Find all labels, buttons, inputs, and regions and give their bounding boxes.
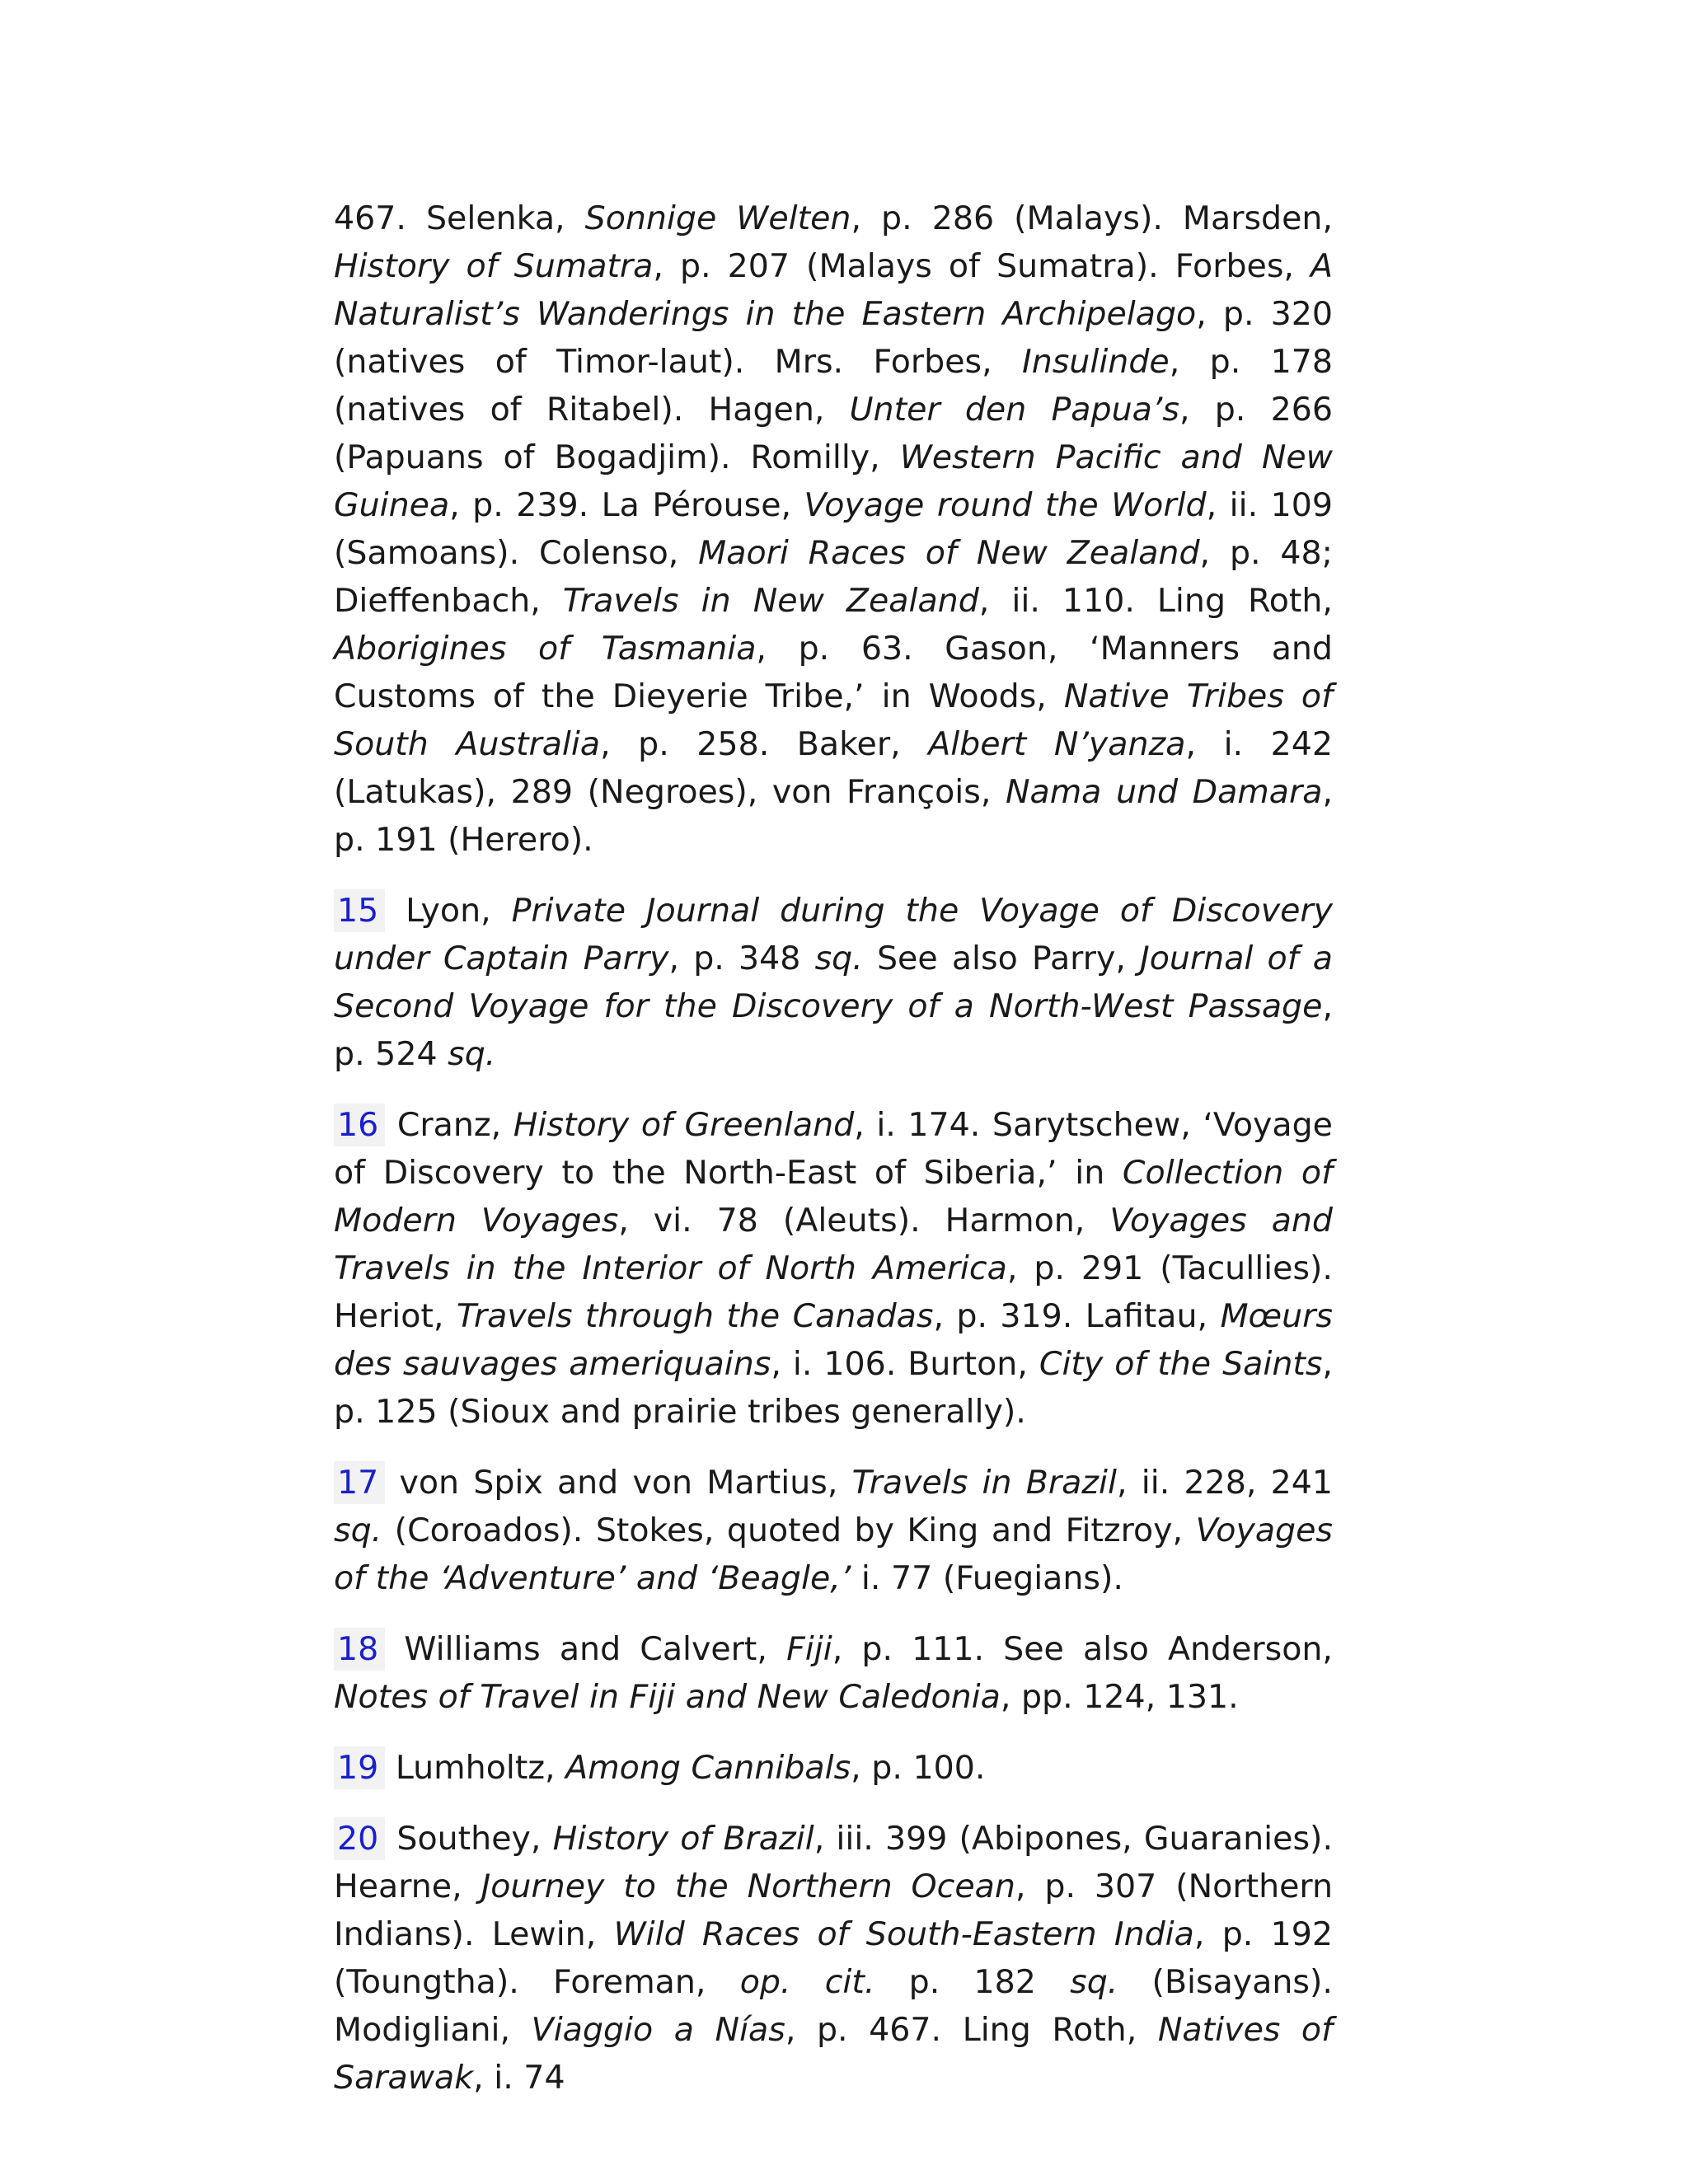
citation-text: , p. 111. See also Anderson, bbox=[832, 1630, 1333, 1668]
citation-text: , iii. 399 (Abipones, Guaranies). Hearne, bbox=[334, 1820, 1334, 1905]
citation-title: Journal of a Second Voyage for the Discovery of a North-West Passage bbox=[334, 940, 1334, 1025]
citation-title: Voyage round the World bbox=[804, 486, 1207, 524]
citation-title: Voyages and Travels in the Interior of North America bbox=[334, 1202, 1334, 1287]
citation-title: sq. bbox=[448, 1035, 496, 1073]
citation-text: , ii. 110. Ling Roth, bbox=[978, 582, 1333, 620]
citation-title: Natives of Sarawak bbox=[334, 2011, 1333, 2097]
citation-title: Travels in Brazil bbox=[851, 1464, 1117, 1502]
footnote-ref-link[interactable]: 17 bbox=[334, 1461, 385, 1504]
citation-text: , p. 524 bbox=[334, 987, 1333, 1073]
citation-title: Wild Races of South-Eastern India bbox=[613, 1915, 1194, 1953]
citation-title: Nama und Damara bbox=[1005, 773, 1323, 811]
citation-text: 467. Selenka, bbox=[334, 199, 585, 237]
footnote-ref-link[interactable]: 20 bbox=[334, 1817, 385, 1860]
citation-title: City of the Saints bbox=[1039, 1345, 1323, 1383]
citation-text: , i. 74 bbox=[473, 2059, 565, 2097]
citation-title: Notes of Travel in Fiji and New Caledonia bbox=[334, 1678, 1001, 1716]
citation-title: Maori Races of New Zealand bbox=[698, 534, 1200, 572]
footnote-ref-link[interactable]: 18 bbox=[334, 1628, 385, 1671]
citation-title: Private Journal during the Voyage of Discovery under Captain Parry bbox=[334, 892, 1333, 977]
citation-title: Collection of Modern Voyages bbox=[334, 1154, 1333, 1240]
citation-title: Sonnige Welten bbox=[584, 199, 851, 237]
citation-text: Lyon, bbox=[406, 892, 512, 930]
citation-title: Albert N’yanza bbox=[928, 725, 1186, 763]
citation-title: History of Sumatra bbox=[334, 247, 654, 285]
footnotes-page bbox=[334, 194, 1333, 2125]
citation-title: Travels in New Zealand bbox=[562, 582, 979, 620]
footnote-15 bbox=[334, 887, 1333, 1078]
citation-title: Insulinde bbox=[1022, 343, 1170, 381]
citation-title: Journey to the Northern Ocean bbox=[481, 1868, 1015, 1905]
footnote-continued bbox=[334, 194, 1333, 864]
footnote-17 bbox=[334, 1459, 1333, 1602]
citation-text: , p. 125 (Sioux and prairie tribes generally). bbox=[334, 1345, 1333, 1431]
citation-text: von Spix and von Martius, bbox=[399, 1464, 852, 1502]
citation-text: , p. 192 (Toungtha). Foreman, bbox=[334, 1915, 1333, 2001]
footnote-16 bbox=[334, 1101, 1333, 1436]
footnote-19 bbox=[334, 1744, 1333, 1792]
citation-title: Among Cannibals bbox=[565, 1749, 851, 1787]
citation-text: , p. 320 (natives of Timor-laut). Mrs. Forbes, bbox=[334, 295, 1333, 381]
citation-text: , p. 266 (Papuans of Bogadjim). Romilly, bbox=[334, 391, 1333, 476]
citation-text: See also Parry, bbox=[862, 940, 1141, 977]
citation-text: , p. 467. Ling Roth, bbox=[785, 2011, 1158, 2049]
citation-text: , p. 348 bbox=[668, 940, 815, 977]
citation-title: Aborigines of Tasmania bbox=[334, 630, 757, 668]
citation-text: , i. 174. Sarytschew, ‘Voyage of Discovery to the North-East of Siberia,’ in bbox=[334, 1106, 1333, 1192]
citation-title: sq. bbox=[1070, 1963, 1118, 2001]
citation-text: , pp. 124, 131. bbox=[1000, 1678, 1239, 1716]
citation-title: Viaggio a Nías bbox=[531, 2011, 785, 2049]
citation-text: (Bisayans). Modigliani, bbox=[334, 1963, 1333, 2049]
citation-text: , vi. 78 (Aleuts). Harmon, bbox=[618, 1202, 1110, 1240]
citation-text: , p. 319. Lafitau, bbox=[933, 1297, 1221, 1335]
citation-text: , i. 106. Burton, bbox=[771, 1345, 1039, 1383]
citation-text: , p. 191 (Herero). bbox=[334, 773, 1333, 859]
citation-text: , p. 286 (Malays). Marsden, bbox=[851, 199, 1333, 237]
citation-title: sq. bbox=[334, 1511, 382, 1549]
citation-text: (Coroados). Stokes, quoted by King and Fitzroy, bbox=[382, 1511, 1196, 1549]
citation-text: , p. 307 (Northern Indians). Lewin, bbox=[334, 1868, 1333, 1953]
citation-title: A Naturalist’s Wanderings in the Eastern Archipelago bbox=[334, 247, 1334, 333]
citation-title: Native Tribes of South Australia bbox=[334, 677, 1333, 763]
citation-title: Unter den Papua’s bbox=[849, 391, 1179, 429]
citation-title: Western Pacific and New Guinea bbox=[334, 438, 1333, 524]
citation-text: Southey, bbox=[396, 1820, 553, 1858]
citation-text: p. 182 bbox=[874, 1963, 1071, 2001]
citation-title: Travels through the Canadas bbox=[456, 1297, 934, 1335]
citation-title: Voyages of the ‘Adventure’ and ‘Beagle,’ bbox=[334, 1511, 1333, 1597]
citation-text: i. 77 (Fuegians). bbox=[851, 1559, 1123, 1597]
citation-text: Williams and Calvert, bbox=[404, 1630, 787, 1668]
citation-text: , p. 178 (natives of Ritabel). Hagen, bbox=[334, 343, 1333, 429]
citation-title: Mœurs des sauvages ameriquains bbox=[334, 1297, 1334, 1383]
footnote-ref-link[interactable]: 19 bbox=[334, 1746, 385, 1789]
footnote-ref-link[interactable]: 15 bbox=[334, 889, 385, 932]
footnote-20 bbox=[334, 1815, 1333, 2102]
citation-title: History of Greenland bbox=[513, 1106, 855, 1144]
footnote-18 bbox=[334, 1625, 1333, 1721]
citation-text: , i. 242 (Latukas), 289 (Negroes), von François, bbox=[334, 725, 1334, 811]
citation-text: , p. 291 (Tacullies). Heriot, bbox=[334, 1249, 1333, 1335]
citation-title: Fiji bbox=[786, 1630, 832, 1668]
citation-text: , p. 100. bbox=[851, 1749, 986, 1787]
citation-title: History of Brazil bbox=[552, 1820, 814, 1858]
citation-text: , p. 207 (Malays of Sumatra). Forbes, bbox=[653, 247, 1311, 285]
citation-text: Lumholtz, bbox=[395, 1749, 566, 1787]
citation-text: Cranz, bbox=[396, 1106, 513, 1144]
citation-text: , p. 239. La Pérouse, bbox=[449, 486, 804, 524]
citation-text: , p. 63. Gason, ‘Manners and Customs of the Dieyerie Tribe,’ in Woods, bbox=[334, 630, 1334, 715]
citation-text: , ii. 228, 241 bbox=[1116, 1464, 1333, 1502]
citation-text: , ii. 109 (Samoans). Colenso, bbox=[334, 486, 1333, 572]
citation-title: sq. bbox=[814, 940, 863, 977]
citation-text: , p. 48; Dieffenbach, bbox=[334, 534, 1333, 620]
footnote-ref-link[interactable]: 16 bbox=[334, 1104, 385, 1146]
citation-title: op. cit. bbox=[739, 1963, 875, 2001]
citation-text: , p. 258. Baker, bbox=[600, 725, 929, 763]
